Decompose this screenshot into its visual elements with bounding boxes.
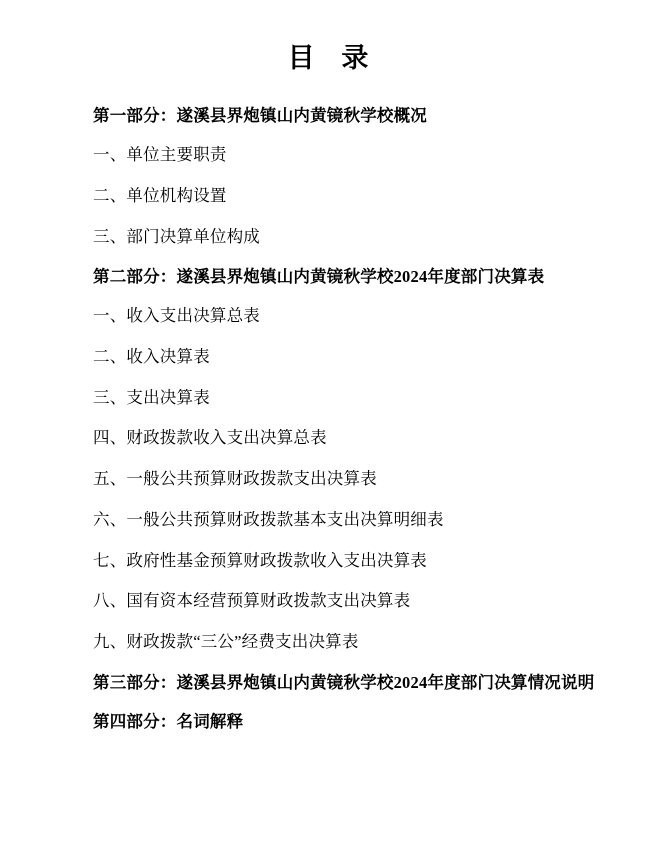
toc-part-4[interactable]: 第四部分：名词解释 [93,711,244,731]
toc-part-3[interactable]: 第三部分：遂溪县界炮镇山内黄镜秋学校2024年度部门决算情况说明 [93,672,595,692]
toc-item-1-3[interactable]: 三、部门决算单位构成 [93,226,260,246]
toc-item-2-1[interactable]: 一、收入支出决算总表 [93,306,260,326]
toc-item-2-6[interactable]: 六、一般公共预算财政拨款基本支出决算明细表 [93,509,444,529]
toc-item-2-4[interactable]: 四、财政拨款收入支出决算总表 [93,428,327,448]
toc-part-2[interactable]: 第二部分：遂溪县界炮镇山内黄镜秋学校2024年度部门决算表 [93,267,545,287]
toc-item-1-2[interactable]: 二、单位机构设置 [93,185,227,205]
toc-part-1[interactable]: 第一部分：遂溪县界炮镇山内黄镜秋学校概况 [93,106,427,126]
toc-item-2-8[interactable]: 八、国有资本经营预算财政拨款支出决算表 [93,591,411,611]
toc-item-2-5[interactable]: 五、一般公共预算财政拨款支出决算表 [93,469,377,489]
table-of-contents [60,104,606,734]
toc-item-2-2[interactable]: 二、收入决算表 [93,346,210,366]
page-title: 目 录 [287,43,379,73]
toc-item-2-9[interactable]: 九、财政拨款“三公”经费支出决算表 [93,632,359,652]
toc-item-1-1[interactable]: 一、单位主要职责 [93,145,227,165]
toc-item-2-7[interactable]: 七、政府性基金预算财政拨款收入支出决算表 [93,550,427,570]
toc-item-2-3[interactable]: 三、支出决算表 [93,387,210,407]
